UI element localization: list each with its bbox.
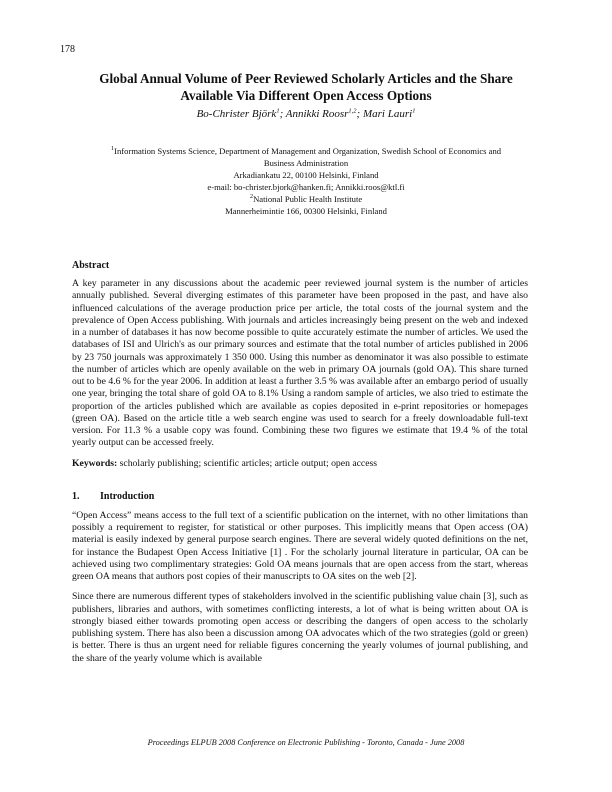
- author-3-affil: 1: [412, 107, 416, 115]
- author-1-affil: 1: [276, 107, 280, 115]
- affiliation-1: [60, 145, 552, 169]
- section-title: Introduction: [100, 490, 155, 502]
- keywords-text: scholarly publishing; scientific articles; article output; open access: [119, 457, 378, 469]
- affiliations: [60, 145, 552, 217]
- author-list: Bo-Christer Björk$^1$; Annikki Roosr$^{1,2}$; Mari Lauri$^1$: [196, 107, 416, 120]
- author-emails: e-mail: bo-christer.bjork@hanken.fi; Annikki.roos@ktl.fi: [207, 182, 405, 192]
- affiliation-2-address: Mannerheimintie 166, 00300 Helsinki, Finland: [225, 206, 387, 216]
- author-1: Bo-Christer Björk: [196, 108, 277, 120]
- section-heading-introduction: [72, 490, 528, 503]
- author-2: Annikki Roosr: [285, 108, 349, 120]
- page-footer: Proceedings ELPUB 2008 Conference on Electronic Publishing - Toronto, Canada - June 2008: [147, 738, 465, 747]
- page-number: 178: [60, 44, 75, 55]
- title-line-2: Available Via Different Open Access Options: [180, 88, 432, 103]
- title-line-1: Global Annual Volume of Peer Reviewed Scholarly Articles and the Share: [99, 71, 513, 86]
- affiliation-2-marker: 2: [249, 193, 254, 201]
- main-content: [72, 259, 528, 673]
- paper-title: [60, 70, 552, 104]
- affiliation-1-text: Information Systems Science, Department of Management and Organization, Swedish School of Economics and Business Administration: [114, 146, 502, 168]
- intro-paragraph-2: Since there are numerous different types of stakeholders involved in the scientific publishing value chain [3], such as publishers, libraries and authors, with sometimes conflicting interests, a lot of what is being written about OA is strongly biased either towards promoting open access or describing the dangers of open access to the scholarly publishing system. There has also been a discussion among OA advocates which of the two strategies (gold or green) is better. There is thus an urgent need for reliable figures concerning the yearly volumes of journal publishing, and the share of the yearly volume which is available: [72, 591, 528, 664]
- affiliation-2-text: National Public Health Institute: [253, 194, 363, 204]
- affiliation-1-address: Arkadiankatu 22, 00100 Helsinki, Finland: [233, 170, 379, 180]
- keywords: [72, 458, 528, 470]
- intro-paragraph-1: “Open Access” means access to the full text of a scientific publication on the internet, with no other limitations than possibly a requirement to register, for statistical or other purposes. This implicitly means that Open access (OA) material is easily indexed by general purpose search engines. There are several widely quoted definitions on the net, for instance the Budapest Open Access Initiative [1] . For the scholarly journal literature in particular, OA can be achieved using two complimentary strategies: Gold OA means journals that are open access from the start, whereas green OA means that authors post copies of their manuscripts to OA sites on the web [2].: [72, 509, 528, 582]
- affiliation-1-marker: 1: [110, 145, 115, 153]
- keywords-label: Keywords:: [72, 457, 118, 469]
- author-3: Mari Lauri: [362, 108, 413, 120]
- author-2-affil: 1,2: [348, 107, 357, 115]
- abstract-heading: Abstract: [72, 260, 110, 271]
- abstract-text: A key parameter in any discussions about the academic peer reviewed journal system is the number of articles annually published. Several diverging estimates of this parameter have been proposed in the past, and have also influenced calculations of the average production price per article, the total costs of the journal system and the prevalence of Open Access publishing. With journals and articles increasingly being present on the web and indexed in a number of databases it has now become possible to quite accurately estimate the number of articles. We used the databases of ISI and Ulrich's as our primary sources and estimate that the total number of articles published in 2006 by 23 750 journals was approximately 1 350 000. Using this number as denominator it was also possible to estimate the number of articles which are openly available on the web in primary OA journals (gold OA). This share turned out to be 4.6 % for the year 2006. In addition at least a further 3.5 % was available after an embargo period of usually one year, bringing the total share of gold OA to 8.1% Using a random sample of articles, we also tried to estimate the proportion of the articles published which are available as copies deposited in e-print repositories or homepages (green OA). Based on the article title a web search engine was used to search for a freely downloadable full-text version. For 11.3 % a usable copy was found. Combining these two figures we estimate that 19.4 % of the total yearly output can be accessed freely.: [72, 278, 528, 449]
- section-number: 1.: [72, 490, 80, 502]
- affiliation-2: [60, 193, 552, 205]
